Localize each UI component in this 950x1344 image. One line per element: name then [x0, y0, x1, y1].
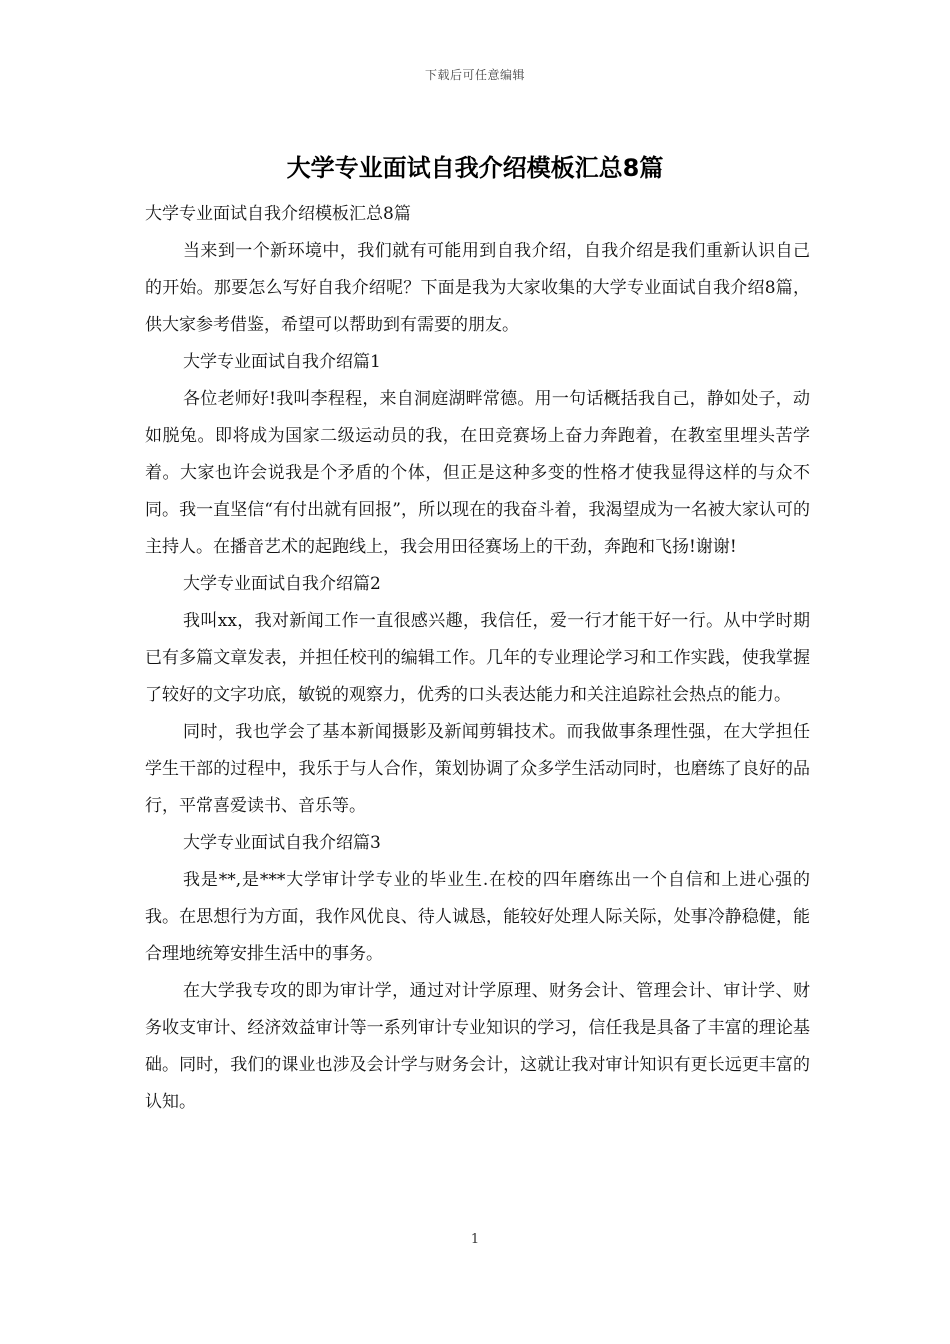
document-title: 大学专业面试自我介绍模板汇总8篇: [286, 154, 664, 182]
section-3-paragraph-2: 在大学我专攻的即为审计学，通过对计学原理、财务会计、管理会计、审计学、财务收支审计、经济效益审计等一系列审计专业知识的学习，信任我是具备了丰富的理论基础。同时，我们的课业也涉及会计学与财务会计，这就让我对审计知识有更长远更丰富的认知。: [145, 981, 810, 1112]
document-subtitle: 大学专业面试自我介绍模板汇总8篇: [145, 204, 411, 224]
section-heading-2: 大学专业面试自我介绍篇2: [183, 574, 381, 594]
page-number: 1: [470, 1232, 480, 1247]
section-heading-1: 大学专业面试自我介绍篇1: [183, 352, 381, 372]
intro-paragraph: 当来到一个新环境中，我们就有可能用到自我介绍，自我介绍是我们重新认识自己的开始。那要怎么写好自我介绍呢？下面是我为大家收集的大学专业面试自我介绍8篇，供大家参考借鉴，希望可以帮助到有需要的朋友。: [145, 241, 810, 335]
document-body: [145, 196, 810, 1121]
section-heading-3: 大学专业面试自我介绍篇3: [183, 833, 381, 853]
section-2-paragraph-1: 我叫xx，我对新闻工作一直很感兴趣，我信任，爱一行才能干好一行。从中学时期已有多篇文章发表，并担任校刊的编辑工作。几年的专业理论学习和工作实践，使我掌握了较好的文字功底，敏锐的观察力，优秀的口头表达能力和关注追踪社会热点的能力。: [145, 611, 810, 705]
section-1-paragraph-1: 各位老师好!我叫李程程，来自洞庭湖畔常德。用一句话概括我自己，静如处子，动如脱兔。即将成为国家二级运动员的我，在田竞赛场上奋力奔跑着，在教室里埋头苦学着。大家也许会说我是个矛盾的个体，但正是这种多变的性格才使我显得这样的与众不同。我一直坚信“有付出就有回报”，所以现在的我奋斗着，我渴望成为一名被大家认可的主持人。在播音艺术的起跑线上，我会用田径赛场上的干劲，奔跑和飞扬!谢谢!: [145, 389, 810, 557]
page-header: 下载后可任意编辑: [424, 68, 525, 82]
section-2-paragraph-2: 同时，我也学会了基本新闻摄影及新闻剪辑技术。而我做事条理性强，在大学担任学生干部的过程中，我乐于与人合作，策划协调了众多学生活动同时，也磨练了良好的品行，平常喜爱读书、音乐等。: [145, 722, 810, 816]
section-3-paragraph-1: 我是**,是***大学审计学专业的毕业生.在校的四年磨练出一个自信和上进心强的我。在思想行为方面，我作风优良、待人诚恳，能较好处理人际关际，处事冷静稳健，能合理地统筹安排生活中的事务。: [145, 870, 810, 964]
